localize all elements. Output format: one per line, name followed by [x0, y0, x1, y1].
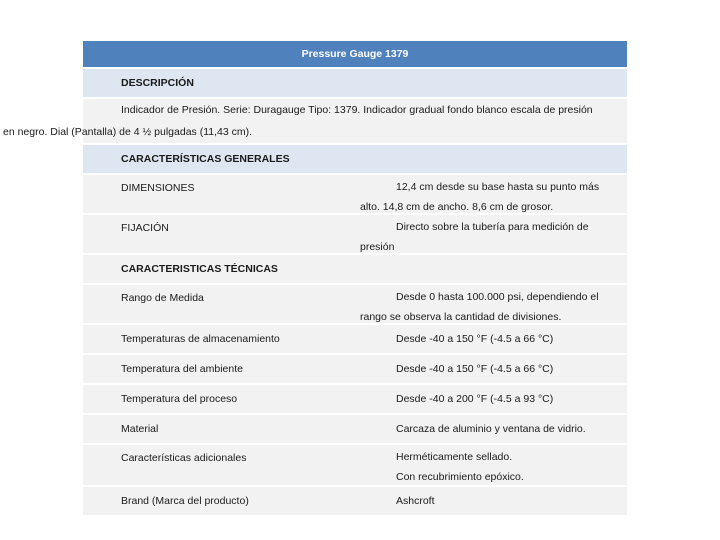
description-text	[3, 99, 627, 145]
description-line-2: en negro. Dial (Pantalla) de 4 ½ pulgadas (11,43 cm).	[3, 126, 253, 138]
row-value-line-2: presión	[360, 241, 395, 253]
row-value-line-1: Directo sobre la tubería para medición de	[396, 221, 589, 233]
row-label: Material	[121, 423, 159, 435]
row-label: FIJACIÓN	[121, 222, 169, 234]
row-label: Características adicionales	[121, 452, 247, 464]
row-label: Rango de Medida	[121, 292, 204, 304]
table-row	[83, 487, 627, 517]
row-value	[360, 215, 627, 253]
row-value: Carcaza de aluminio y ventana de vidrio.	[396, 423, 586, 435]
row-label: DIMENSIONES	[121, 182, 195, 194]
row-value	[360, 175, 627, 213]
row-value: Desde -40 a 150 °F (-4.5 a 66 °C)	[396, 333, 554, 345]
table-row	[83, 385, 627, 415]
table-row	[83, 355, 627, 385]
row-value	[360, 445, 627, 485]
row-label: Temperaturas de almacenamiento	[121, 333, 280, 345]
spec-table	[3, 41, 627, 517]
row-value: Ashcroft	[396, 495, 435, 507]
row-value-line-1: 12,4 cm desde su base hasta su punto más	[396, 181, 600, 193]
row-value: Desde -40 a 200 °F (-4.5 a 93 °C)	[396, 393, 554, 405]
row-value-line-1: Herméticamente sellado.	[396, 451, 513, 463]
general-header: CARACTERÍSTICAS GENERALES	[83, 145, 627, 175]
table-row	[83, 415, 627, 445]
table-row	[83, 285, 627, 325]
row-value-line-2: alto. 14,8 cm de ancho. 8,6 cm de grosor.	[360, 201, 554, 213]
table-row	[83, 215, 627, 255]
table-title: Pressure Gauge 1379	[83, 41, 627, 69]
row-value-line-2: rango se observa la cantidad de divisiones.	[360, 311, 562, 323]
row-label: Temperatura del proceso	[121, 393, 238, 405]
table-row	[83, 175, 627, 215]
description-line-1: Indicador de Presión. Serie: Duragauge Tipo: 1379. Indicador gradual fondo blanco escala de presión	[121, 104, 593, 116]
row-value	[360, 285, 627, 323]
row-value-line-2: Con recubrimiento epóxico.	[396, 471, 524, 483]
technical-header: CARACTERISTICAS TÉCNICAS	[83, 255, 627, 285]
description-header: DESCRIPCIÓN	[83, 69, 627, 99]
table-row	[83, 325, 627, 355]
row-value-line-1: Desde 0 hasta 100.000 psi, dependiendo el	[396, 291, 599, 303]
row-label: Temperatura del ambiente	[121, 363, 243, 375]
table-row	[83, 445, 627, 487]
row-value: Desde -40 a 150 °F (-4.5 a 66 °C)	[396, 363, 554, 375]
row-label: Brand (Marca del producto)	[121, 495, 249, 507]
